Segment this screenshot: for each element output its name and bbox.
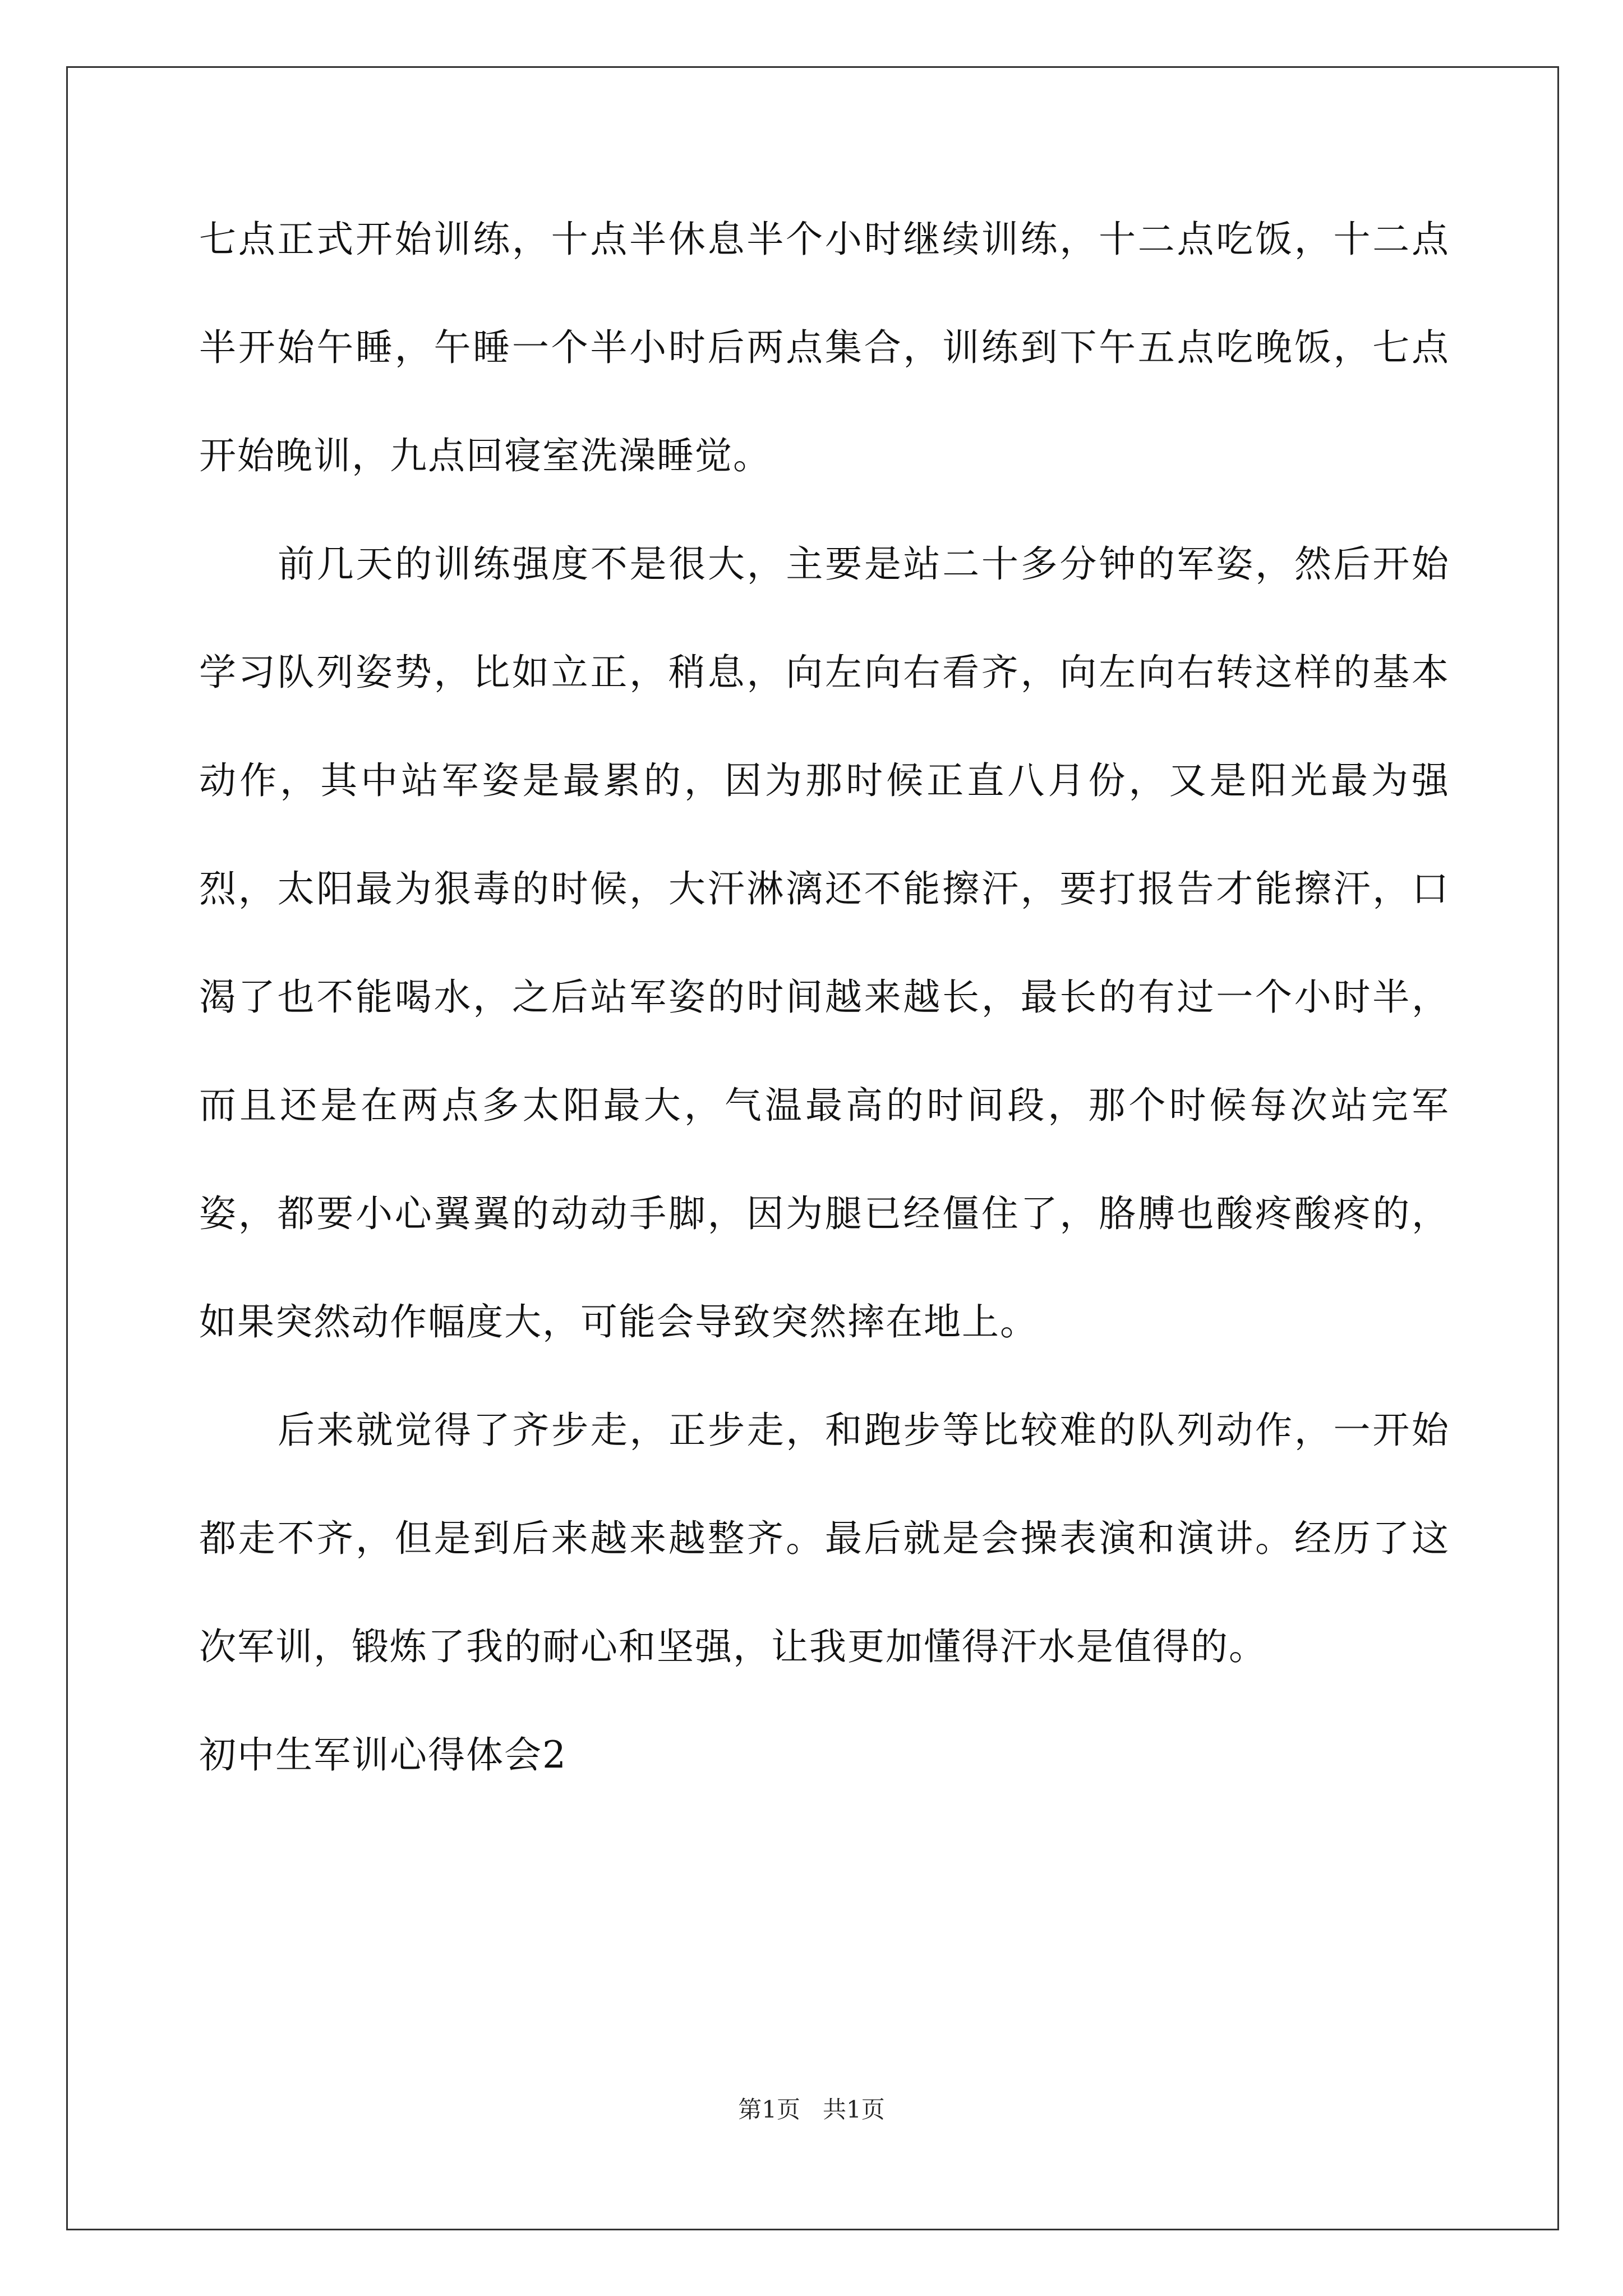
page-number-total: 共1页: [823, 2096, 885, 2123]
paragraph-1: 七点正式开始训练，十点半休息半个小时继续训练，十二点吃饭，十二点半开始午睡，午睡一个半小时后两点集合，训练到下午五点吃晚饭，七点开始晚训，九点回寝室洗澡睡觉。: [199, 218, 1450, 477]
document-body: [199, 185, 1450, 1809]
paragraph-3: 后来就觉得了齐步走，正步走，和跑步等比较难的队列动作，一开始都走不齐，但是到后来越来越整齐。最后就是会操表演和演讲。经历了这次军训，锻炼了我的耐心和坚强，让我更加懂得汗水是值得的。: [199, 1409, 1450, 1668]
paragraph-2: 前几天的训练强度不是很大，主要是站二十多分钟的军姿，然后开始学习队列姿势，比如立正，稍息，向左向右看齐，向左向右转这样的基本动作，其中站军姿是最累的，因为那时候正直八月份，又是阳光最为强烈，太阳最为狠毒的时候，大汗淋漓还不能擦汗，要打报告才能擦汗，口渴了也不能喝水，之后站军姿的时间越来越长，最长的有过一个小时半，而且还是在两点多太阳最大，气温最高的时间段，那个时候每次站完军姿，都要小心翼翼的动动手脚，因为腿已经僵住了，胳膊也酸疼酸疼的，如果突然动作幅度大，可能会导致突然摔在地上。: [199, 542, 1450, 1343]
section-heading: 初中生军训心得体会2: [199, 1733, 567, 1777]
page-number-current: 第1页: [738, 2096, 800, 2123]
page-footer: [0, 2091, 1623, 2125]
